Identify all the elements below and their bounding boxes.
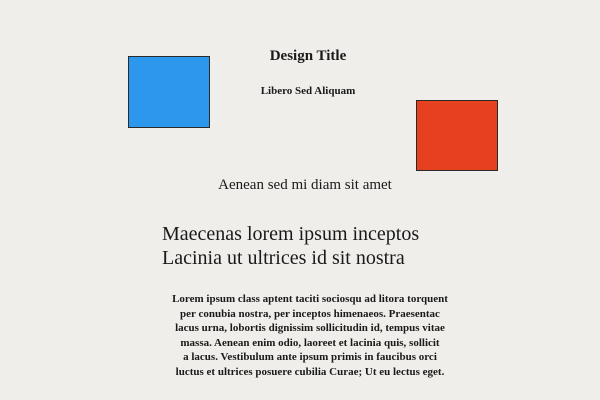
body-line: per conubia nostra, per inceptos himenaeos. Praesentac: [180, 307, 440, 320]
body-line: Lorem ipsum class aptent taciti sociosqu ad litora torquent: [172, 293, 448, 305]
body-line: massa. Aenean enim odio, laoreet et lacinia quis, sollicit: [180, 336, 440, 349]
body-paragraph: [140, 292, 480, 379]
red-square: [416, 100, 498, 171]
body-line: lacus urna, lobortis dignissim sollicitudin id, tempus vitae: [175, 322, 445, 334]
body-line: luctus et ultrices posuere cubilia Curae; Ut eu lectus eget.: [175, 365, 445, 378]
headline: [162, 222, 482, 270]
page-title: Design Title: [269, 48, 347, 64]
body-line: a lacus. Vestibulum ante ipsum primis in faucibus orci: [183, 351, 437, 363]
blue-square: [128, 56, 210, 128]
tagline: Aenean sed mi diam sit amet: [218, 177, 392, 193]
headline-line: Maecenas lorem ipsum inceptos: [162, 223, 420, 245]
page-subtitle: Libero Sed Aliquam: [260, 85, 356, 97]
headline-line: Lacinia ut ultrices id sit nostra: [162, 247, 405, 269]
